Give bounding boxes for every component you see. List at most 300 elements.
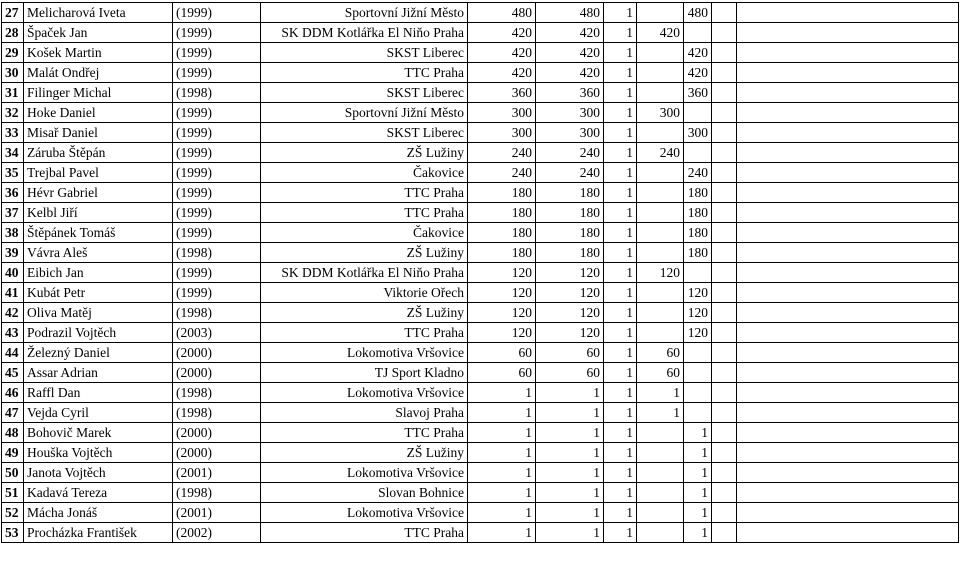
- results-body: [2, 3, 959, 543]
- spacer-cell: [737, 343, 959, 363]
- spacer-cell: [737, 163, 959, 183]
- spacer-cell: [737, 483, 959, 503]
- counted-points-cell: 240: [536, 163, 604, 183]
- spacer-cell: [737, 23, 959, 43]
- club-cell: Lokomotiva Vršovice: [261, 383, 468, 403]
- birth-year-cell: (2000): [173, 443, 261, 463]
- rank-cell: 52: [2, 503, 24, 523]
- player-name-cell: Eibich Jan: [24, 263, 173, 283]
- rank-cell: 35: [2, 163, 24, 183]
- round3-points-cell: [712, 303, 737, 323]
- round3-points-cell: [712, 143, 737, 163]
- club-cell: TTC Praha: [261, 423, 468, 443]
- tournament-count-cell: 1: [604, 103, 637, 123]
- birth-year-cell: (1999): [173, 163, 261, 183]
- club-cell: TTC Praha: [261, 323, 468, 343]
- round1-points-cell: 1: [637, 403, 684, 423]
- rank-cell: 51: [2, 483, 24, 503]
- spacer-cell: [737, 363, 959, 383]
- total-points-cell: 420: [468, 23, 536, 43]
- tournament-count-cell: 1: [604, 23, 637, 43]
- counted-points-cell: 180: [536, 243, 604, 263]
- round1-points-cell: [637, 63, 684, 83]
- birth-year-cell: (2001): [173, 503, 261, 523]
- total-points-cell: 420: [468, 63, 536, 83]
- round2-points-cell: [684, 383, 712, 403]
- round3-points-cell: [712, 243, 737, 263]
- birth-year-cell: (1999): [173, 283, 261, 303]
- counted-points-cell: 60: [536, 343, 604, 363]
- tournament-count-cell: 1: [604, 223, 637, 243]
- spacer-cell: [737, 83, 959, 103]
- spacer-cell: [737, 123, 959, 143]
- tournament-count-cell: 1: [604, 523, 637, 543]
- player-name-cell: Mácha Jonáš: [24, 503, 173, 523]
- counted-points-cell: 420: [536, 63, 604, 83]
- total-points-cell: 240: [468, 163, 536, 183]
- counted-points-cell: 60: [536, 363, 604, 383]
- round2-points-cell: 180: [684, 203, 712, 223]
- player-name-cell: Štěpánek Tomáš: [24, 223, 173, 243]
- rank-cell: 27: [2, 3, 24, 23]
- counted-points-cell: 420: [536, 43, 604, 63]
- round3-points-cell: [712, 343, 737, 363]
- tournament-count-cell: 1: [604, 63, 637, 83]
- birth-year-cell: (1998): [173, 303, 261, 323]
- rank-cell: 44: [2, 343, 24, 363]
- spacer-cell: [737, 403, 959, 423]
- round3-points-cell: [712, 363, 737, 383]
- spacer-cell: [737, 103, 959, 123]
- total-points-cell: 180: [468, 183, 536, 203]
- table-row: [2, 43, 959, 63]
- round2-points-cell: [684, 263, 712, 283]
- round1-points-cell: [637, 3, 684, 23]
- table-row: [2, 223, 959, 243]
- tournament-count-cell: 1: [604, 443, 637, 463]
- round1-points-cell: [637, 123, 684, 143]
- rank-cell: 33: [2, 123, 24, 143]
- spacer-cell: [737, 223, 959, 243]
- birth-year-cell: (1998): [173, 403, 261, 423]
- tournament-count-cell: 1: [604, 303, 637, 323]
- rank-cell: 28: [2, 23, 24, 43]
- round2-points-cell: 300: [684, 123, 712, 143]
- club-cell: Čakovice: [261, 223, 468, 243]
- total-points-cell: 1: [468, 503, 536, 523]
- rank-cell: 39: [2, 243, 24, 263]
- round2-points-cell: 120: [684, 323, 712, 343]
- tournament-count-cell: 1: [604, 363, 637, 383]
- round3-points-cell: [712, 323, 737, 343]
- player-name-cell: Trejbal Pavel: [24, 163, 173, 183]
- total-points-cell: 240: [468, 143, 536, 163]
- club-cell: Lokomotiva Vršovice: [261, 343, 468, 363]
- spacer-cell: [737, 263, 959, 283]
- counted-points-cell: 120: [536, 323, 604, 343]
- table-row: [2, 523, 959, 543]
- club-cell: ZŠ Lužiny: [261, 243, 468, 263]
- rank-cell: 42: [2, 303, 24, 323]
- tournament-count-cell: 1: [604, 3, 637, 23]
- counted-points-cell: 420: [536, 23, 604, 43]
- round2-points-cell: 1: [684, 463, 712, 483]
- table-row: [2, 363, 959, 383]
- counted-points-cell: 180: [536, 203, 604, 223]
- player-name-cell: Assar Adrian: [24, 363, 173, 383]
- round3-points-cell: [712, 483, 737, 503]
- spacer-cell: [737, 63, 959, 83]
- table-row: [2, 463, 959, 483]
- birth-year-cell: (1999): [173, 23, 261, 43]
- birth-year-cell: (2002): [173, 523, 261, 543]
- total-points-cell: 480: [468, 3, 536, 23]
- round2-points-cell: 1: [684, 443, 712, 463]
- tournament-count-cell: 1: [604, 283, 637, 303]
- round2-points-cell: [684, 343, 712, 363]
- table-row: [2, 323, 959, 343]
- total-points-cell: 180: [468, 203, 536, 223]
- birth-year-cell: (2000): [173, 363, 261, 383]
- round3-points-cell: [712, 423, 737, 443]
- table-row: [2, 63, 959, 83]
- birth-year-cell: (1998): [173, 243, 261, 263]
- round1-points-cell: 300: [637, 103, 684, 123]
- player-name-cell: Raffl Dan: [24, 383, 173, 403]
- table-row: [2, 103, 959, 123]
- round1-points-cell: 60: [637, 343, 684, 363]
- club-cell: TTC Praha: [261, 63, 468, 83]
- birth-year-cell: (1998): [173, 83, 261, 103]
- club-cell: TTC Praha: [261, 523, 468, 543]
- birth-year-cell: (1998): [173, 483, 261, 503]
- club-cell: SK DDM Kotlářka El Niňo Praha: [261, 263, 468, 283]
- spacer-cell: [737, 383, 959, 403]
- round1-points-cell: [637, 183, 684, 203]
- counted-points-cell: 1: [536, 523, 604, 543]
- rank-cell: 41: [2, 283, 24, 303]
- counted-points-cell: 120: [536, 263, 604, 283]
- round2-points-cell: 420: [684, 63, 712, 83]
- round2-points-cell: [684, 363, 712, 383]
- round2-points-cell: 240: [684, 163, 712, 183]
- total-points-cell: 60: [468, 343, 536, 363]
- round1-points-cell: [637, 503, 684, 523]
- spacer-cell: [737, 243, 959, 263]
- spacer-cell: [737, 443, 959, 463]
- counted-points-cell: 1: [536, 423, 604, 443]
- round2-points-cell: 1: [684, 503, 712, 523]
- tournament-count-cell: 1: [604, 423, 637, 443]
- round1-points-cell: [637, 483, 684, 503]
- total-points-cell: 1: [468, 443, 536, 463]
- total-points-cell: 120: [468, 303, 536, 323]
- player-name-cell: Filinger Michal: [24, 83, 173, 103]
- round2-points-cell: 180: [684, 243, 712, 263]
- rank-cell: 30: [2, 63, 24, 83]
- spacer-cell: [737, 463, 959, 483]
- round3-points-cell: [712, 43, 737, 63]
- spacer-cell: [737, 183, 959, 203]
- round2-points-cell: [684, 23, 712, 43]
- club-cell: TTC Praha: [261, 203, 468, 223]
- rank-cell: 37: [2, 203, 24, 223]
- round3-points-cell: [712, 463, 737, 483]
- club-cell: SKST Liberec: [261, 83, 468, 103]
- rank-cell: 47: [2, 403, 24, 423]
- round3-points-cell: [712, 103, 737, 123]
- birth-year-cell: (2000): [173, 423, 261, 443]
- round1-points-cell: 120: [637, 263, 684, 283]
- round3-points-cell: [712, 223, 737, 243]
- round1-points-cell: [637, 43, 684, 63]
- rank-cell: 38: [2, 223, 24, 243]
- table-row: [2, 123, 959, 143]
- rank-cell: 40: [2, 263, 24, 283]
- total-points-cell: 120: [468, 263, 536, 283]
- player-name-cell: Špaček Jan: [24, 23, 173, 43]
- round3-points-cell: [712, 23, 737, 43]
- spacer-cell: [737, 3, 959, 23]
- birth-year-cell: (1999): [173, 63, 261, 83]
- total-points-cell: 180: [468, 243, 536, 263]
- table-row: [2, 503, 959, 523]
- club-cell: SKST Liberec: [261, 43, 468, 63]
- round1-points-cell: [637, 463, 684, 483]
- rank-cell: 45: [2, 363, 24, 383]
- round2-points-cell: [684, 403, 712, 423]
- table-row: [2, 243, 959, 263]
- club-cell: Sportovní Jižní Město: [261, 3, 468, 23]
- player-name-cell: Janota Vojtěch: [24, 463, 173, 483]
- round2-points-cell: [684, 143, 712, 163]
- round2-points-cell: 120: [684, 283, 712, 303]
- round1-points-cell: 1: [637, 383, 684, 403]
- results-table: [1, 2, 959, 543]
- table-row: [2, 303, 959, 323]
- club-cell: Čakovice: [261, 163, 468, 183]
- counted-points-cell: 300: [536, 103, 604, 123]
- total-points-cell: 1: [468, 483, 536, 503]
- club-cell: ZŠ Lužiny: [261, 443, 468, 463]
- round2-points-cell: 180: [684, 183, 712, 203]
- birth-year-cell: (1999): [173, 263, 261, 283]
- counted-points-cell: 1: [536, 463, 604, 483]
- birth-year-cell: (1999): [173, 43, 261, 63]
- spacer-cell: [737, 143, 959, 163]
- counted-points-cell: 180: [536, 223, 604, 243]
- birth-year-cell: (1999): [173, 3, 261, 23]
- round3-points-cell: [712, 63, 737, 83]
- round3-points-cell: [712, 263, 737, 283]
- table-row: [2, 263, 959, 283]
- tournament-count-cell: 1: [604, 403, 637, 423]
- round1-points-cell: [637, 203, 684, 223]
- rank-cell: 34: [2, 143, 24, 163]
- counted-points-cell: 1: [536, 383, 604, 403]
- round1-points-cell: [637, 223, 684, 243]
- round2-points-cell: 480: [684, 3, 712, 23]
- birth-year-cell: (1999): [173, 123, 261, 143]
- rank-cell: 32: [2, 103, 24, 123]
- counted-points-cell: 1: [536, 443, 604, 463]
- tournament-count-cell: 1: [604, 263, 637, 283]
- table-row: [2, 183, 959, 203]
- round1-points-cell: [637, 523, 684, 543]
- round3-points-cell: [712, 403, 737, 423]
- counted-points-cell: 120: [536, 303, 604, 323]
- club-cell: Lokomotiva Vršovice: [261, 463, 468, 483]
- tournament-count-cell: 1: [604, 163, 637, 183]
- total-points-cell: 420: [468, 43, 536, 63]
- player-name-cell: Hévr Gabriel: [24, 183, 173, 203]
- round1-points-cell: [637, 423, 684, 443]
- club-cell: Slovan Bohnice: [261, 483, 468, 503]
- club-cell: TJ Sport Kladno: [261, 363, 468, 383]
- player-name-cell: Melicharová Iveta: [24, 3, 173, 23]
- tournament-count-cell: 1: [604, 83, 637, 103]
- round1-points-cell: 240: [637, 143, 684, 163]
- spacer-cell: [737, 203, 959, 223]
- table-row: [2, 163, 959, 183]
- total-points-cell: 120: [468, 283, 536, 303]
- player-name-cell: Podrazil Vojtěch: [24, 323, 173, 343]
- player-name-cell: Procházka František: [24, 523, 173, 543]
- tournament-count-cell: 1: [604, 183, 637, 203]
- tournament-count-cell: 1: [604, 383, 637, 403]
- player-name-cell: Kelbl Jiří: [24, 203, 173, 223]
- round3-points-cell: [712, 203, 737, 223]
- birth-year-cell: (2003): [173, 323, 261, 343]
- player-name-cell: Hoke Daniel: [24, 103, 173, 123]
- total-points-cell: 180: [468, 223, 536, 243]
- tournament-count-cell: 1: [604, 43, 637, 63]
- spacer-cell: [737, 43, 959, 63]
- counted-points-cell: 180: [536, 183, 604, 203]
- spacer-cell: [737, 283, 959, 303]
- table-row: [2, 403, 959, 423]
- counted-points-cell: 1: [536, 503, 604, 523]
- total-points-cell: 120: [468, 323, 536, 343]
- birth-year-cell: (1999): [173, 203, 261, 223]
- tournament-count-cell: 1: [604, 143, 637, 163]
- tournament-count-cell: 1: [604, 203, 637, 223]
- round3-points-cell: [712, 3, 737, 23]
- round1-points-cell: [637, 443, 684, 463]
- player-name-cell: Misař Daniel: [24, 123, 173, 143]
- table-row: [2, 283, 959, 303]
- club-cell: Slavoj Praha: [261, 403, 468, 423]
- birth-year-cell: (2001): [173, 463, 261, 483]
- birth-year-cell: (2000): [173, 343, 261, 363]
- table-row: [2, 83, 959, 103]
- player-name-cell: Oliva Matěj: [24, 303, 173, 323]
- rank-cell: 31: [2, 83, 24, 103]
- player-name-cell: Houška Vojtěch: [24, 443, 173, 463]
- round2-points-cell: 360: [684, 83, 712, 103]
- round2-points-cell: [684, 103, 712, 123]
- player-name-cell: Košek Martin: [24, 43, 173, 63]
- round1-points-cell: [637, 243, 684, 263]
- birth-year-cell: (1999): [173, 223, 261, 243]
- round2-points-cell: 180: [684, 223, 712, 243]
- player-name-cell: Malát Ondřej: [24, 63, 173, 83]
- table-row: [2, 423, 959, 443]
- spacer-cell: [737, 423, 959, 443]
- counted-points-cell: 120: [536, 283, 604, 303]
- round2-points-cell: 420: [684, 43, 712, 63]
- total-points-cell: 1: [468, 423, 536, 443]
- birth-year-cell: (1999): [173, 183, 261, 203]
- rank-cell: 36: [2, 183, 24, 203]
- round2-points-cell: 1: [684, 423, 712, 443]
- tournament-count-cell: 1: [604, 243, 637, 263]
- round1-points-cell: 60: [637, 363, 684, 383]
- total-points-cell: 1: [468, 403, 536, 423]
- total-points-cell: 300: [468, 123, 536, 143]
- round2-points-cell: 1: [684, 523, 712, 543]
- player-name-cell: Železný Daniel: [24, 343, 173, 363]
- round2-points-cell: 120: [684, 303, 712, 323]
- rank-cell: 48: [2, 423, 24, 443]
- counted-points-cell: 480: [536, 3, 604, 23]
- club-cell: TTC Praha: [261, 183, 468, 203]
- total-points-cell: 1: [468, 463, 536, 483]
- club-cell: ZŠ Lužiny: [261, 303, 468, 323]
- round1-points-cell: [637, 283, 684, 303]
- counted-points-cell: 1: [536, 483, 604, 503]
- round3-points-cell: [712, 443, 737, 463]
- total-points-cell: 360: [468, 83, 536, 103]
- rank-cell: 53: [2, 523, 24, 543]
- tournament-count-cell: 1: [604, 463, 637, 483]
- round3-points-cell: [712, 283, 737, 303]
- spacer-cell: [737, 523, 959, 543]
- round1-points-cell: [637, 163, 684, 183]
- round2-points-cell: 1: [684, 483, 712, 503]
- table-row: [2, 203, 959, 223]
- club-cell: SKST Liberec: [261, 123, 468, 143]
- club-cell: Sportovní Jižní Město: [261, 103, 468, 123]
- counted-points-cell: 240: [536, 143, 604, 163]
- counted-points-cell: 360: [536, 83, 604, 103]
- table-row: [2, 3, 959, 23]
- rank-cell: 50: [2, 463, 24, 483]
- rank-cell: 46: [2, 383, 24, 403]
- player-name-cell: Kadavá Tereza: [24, 483, 173, 503]
- birth-year-cell: (1999): [173, 143, 261, 163]
- tournament-count-cell: 1: [604, 123, 637, 143]
- total-points-cell: 60: [468, 363, 536, 383]
- table-row: [2, 383, 959, 403]
- birth-year-cell: (1999): [173, 103, 261, 123]
- round1-points-cell: [637, 83, 684, 103]
- tournament-count-cell: 1: [604, 503, 637, 523]
- table-row: [2, 443, 959, 463]
- player-name-cell: Vávra Aleš: [24, 243, 173, 263]
- table-row: [2, 483, 959, 503]
- counted-points-cell: 300: [536, 123, 604, 143]
- round3-points-cell: [712, 83, 737, 103]
- rank-cell: 29: [2, 43, 24, 63]
- table-row: [2, 343, 959, 363]
- player-name-cell: Kubát Petr: [24, 283, 173, 303]
- spacer-cell: [737, 303, 959, 323]
- rank-cell: 49: [2, 443, 24, 463]
- round1-points-cell: 420: [637, 23, 684, 43]
- club-cell: Viktorie Ořech: [261, 283, 468, 303]
- round3-points-cell: [712, 123, 737, 143]
